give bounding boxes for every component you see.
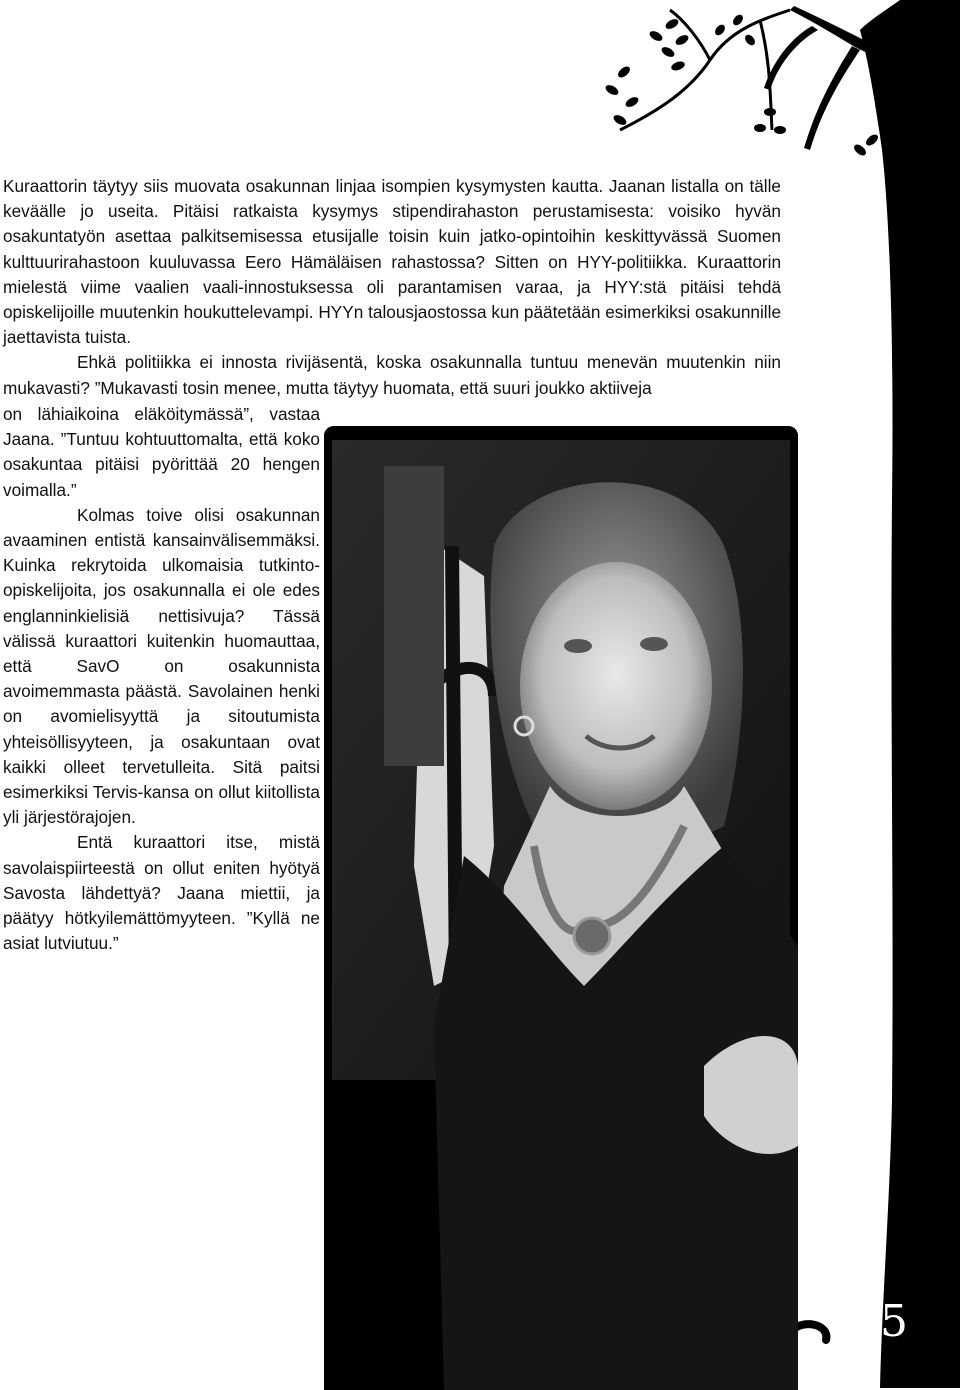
article-paragraph: on lähiaikoina eläköitymässä”, vastaa Jaana. ”Tuntuu kohtuuttomalta, että koko osakuntaa pitäisi pyörittää 20 hengen voimalla.”: [3, 404, 320, 500]
article-text-full-width: [3, 174, 781, 401]
portrait-photo: [324, 426, 798, 1390]
article-text-column: [3, 402, 320, 956]
article-paragraph: Kolmas toive olisi osakunnan avaaminen entistä kansainvälisemmäksi. Kuinka rekrytoida ulkomaisia tutkinto-opiskelijoita, jos osakunnalla ei ole edes englanninkielisiä nettisivuja? Tässä välissä kuraattori kuitenkin huomauttaa, että SavO on osakunnista avoimemmasta päästä. Savolainen henki on avomielisyyttä ja sitoutumista yhteisöllisyyteen, ja osakuntaan ovat kaikki olleet tervetulleita. Sitä paitsi esimerkiksi Tervis-kansa on ollut kiitollista yli järjestörajojen.: [3, 504, 320, 828]
article-paragraph: Ehkä politiikka ei innosta rivijäsentä, koska osakunnalla tuntuu menevän muutenkin niin mukavasti? ”Mukavasti tosin menee, mutta täytyy huomata, että suuri joukko aktiiveja: [3, 352, 781, 398]
article-paragraph: Entä kuraattori itse, mistä savolaispiirteestä on ollut eniten hyötyä Savosta lähdettyä? Jaana miettii, ja päätyy hötkyilemättömyyteen. ”Kyllä ne asiat lutviutuu.”: [3, 832, 320, 954]
article-paragraph: Kuraattorin täytyy siis muovata osakunnan linjaa isompien kysymysten kautta. Jaanan listalla on tälle keväälle jo useita. Pitäisi ratkaista kysymys stipendirahaston perustamisesta: voisiko hyvän osakuntatyön asettaa palkitsemisessa etusijalle toisin kuin jatko-opintoihin keskittyvässä Suomen kulttuurirahastoon kuuluvassa Eero Hämäläisen rahastossa? Sitten on HYY-politiikka. Kuraattorin mielestä viime vaalien vaali-innostuksessa oli parantamisen varaa, ja HYY:stä pitäisi tehdä opiskelijoille muutenkin houkuttelevampi. HYYn talousjaostossa kun päätetään esimerkiksi osakunnille jaettavista tuista.: [3, 176, 781, 348]
page-number: 5: [880, 1296, 908, 1347]
tree-trunk-decoration: [820, 0, 960, 1388]
tree-branch-icon: [560, 0, 960, 170]
portrait-image: [324, 426, 798, 1390]
